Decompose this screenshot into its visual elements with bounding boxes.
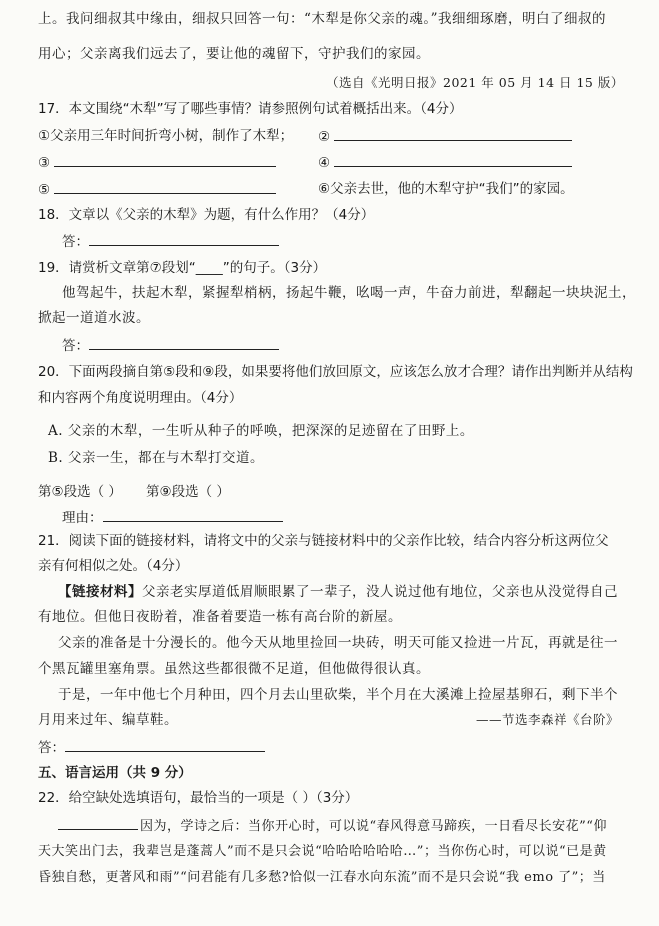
q17-item-3 bbox=[38, 153, 276, 172]
link-material-tag: 【链接材料】 bbox=[58, 584, 142, 600]
q17-item-6: ⑥父亲去世，他的木犁守护“我们”的家园。 bbox=[318, 181, 574, 197]
q21-material-line-2: 有地位。但他日夜盼着，准备着要造一栋有高台阶的新屋。 bbox=[38, 609, 402, 625]
q22-line-1-text: 因为，学诗之后：当你开心时，可以说“春风得意马蹄疾，一日看尽长安花”“仰 bbox=[140, 819, 607, 834]
q19-answer bbox=[62, 336, 279, 355]
q21-stem-line-1: 21．阅读下面的链接材料，请将文中的父亲与链接材料中的父亲作比较，结合内容分析这两位父 bbox=[38, 533, 609, 549]
q17-blank-4[interactable] bbox=[334, 153, 572, 167]
q20-choice-5[interactable]: 第⑤段选（ ） bbox=[38, 484, 122, 500]
passage-line-1: 上。我问细叔其中缘由，细叔只回答一句：“木犁是你父亲的魂。”我细细琢磨，明白了细叔的 bbox=[38, 11, 607, 27]
q21-material-line-3: 父亲的准备是十分漫长的。他今天从地里捡回一块砖，明天可能又捡进一片瓦，再就是往一 bbox=[58, 635, 618, 651]
q17-blank-5[interactable] bbox=[54, 180, 276, 194]
q21-material-line-1 bbox=[58, 583, 618, 601]
q18-answer-label: 答： bbox=[62, 234, 89, 250]
q20-option-a: A. 父亲的木犁，一生听从种子的呼唤，把深深的足迹留在了田野上。 bbox=[48, 423, 474, 439]
q17-item-4-label: ④ bbox=[318, 155, 331, 171]
q21-answer-label: 答： bbox=[38, 740, 65, 756]
q18-answer bbox=[62, 232, 279, 251]
q21-material-line-6: 月用来过年、编草鞋。 bbox=[38, 712, 178, 728]
q21-answer bbox=[38, 738, 265, 757]
q17-item-3-label: ③ bbox=[38, 155, 51, 171]
q17-item-5-label: ⑤ bbox=[38, 182, 51, 198]
q22-stem: 22．给空缺处选填语句，最恰当的一项是（ ）（3分） bbox=[38, 790, 359, 806]
passage-line-2: 用心；父亲离我们远去了，要让他的魂留下，守护我们的家园。 bbox=[38, 46, 430, 62]
q21-material-line-5: 于是，一年中他七个月种田，四个月去山里砍柴，半个月在大溪滩上捡屋基卵石，剩下半个 bbox=[58, 687, 618, 703]
q21-credit: ——节选李森祥《台阶》 bbox=[476, 712, 620, 727]
q17-item-4 bbox=[318, 153, 572, 172]
q20-option-b: B. 父亲一生，都在与木犁打交道。 bbox=[48, 450, 265, 466]
q19-answer-label: 答： bbox=[62, 338, 89, 354]
q20-reason bbox=[62, 508, 283, 527]
q17-item-5 bbox=[38, 180, 276, 199]
q22-line-3: 昏独自愁，更著风和雨”“问君能有几多愁?恰似一江春水向东流”而不是只会说“我 emo 了”；当 bbox=[38, 870, 606, 885]
q21-material-line-4: 个黑瓦罐里塞角票。虽然这些都很微不足道，但他做得很认真。 bbox=[38, 661, 430, 677]
source-citation: （选自《光明日报》2021 年 05 月 14 日 15 版） bbox=[326, 75, 624, 90]
q20-reason-blank[interactable] bbox=[103, 508, 283, 522]
q18-stem: 18．文章以《父亲的木犁》为题，有什么作用？（4分） bbox=[38, 207, 375, 223]
section-5-heading: 五、语言运用（共 9 分） bbox=[38, 765, 192, 781]
q21-stem-line-2: 亲有何相似之处。（4分） bbox=[38, 558, 189, 574]
q19-quote-line-1: 他驾起牛，扶起木犁，紧握犁梢柄，扬起牛鞭，吆喝一声，牛奋力前进，犁翻起一块块泥土， bbox=[62, 285, 636, 301]
q22-line-2: 天大笑出门去，我辈岂是蓬蒿人”而不是只会说“哈哈哈哈哈哈…”；当你伤心时，可以说“已是黄 bbox=[38, 844, 607, 859]
q21-material-text-1: 父亲老实厚道低眉顺眼累了一辈子，没人说过他有地位，父亲也从没觉得自己 bbox=[142, 584, 618, 600]
q22-line-1 bbox=[58, 816, 607, 836]
q19-stem: 19．请赏析文章第⑦段划“____”的句子。（3分） bbox=[38, 260, 327, 276]
q17-blank-3[interactable] bbox=[54, 153, 276, 167]
q17-stem: 17．本文围绕“木犁”写了哪些事情？请参照例句试着概括出来。（4分） bbox=[38, 101, 463, 117]
q17-item-1: ①父亲用三年时间折弯小树，制作了木犁； bbox=[38, 128, 294, 144]
q21-answer-blank[interactable] bbox=[65, 738, 265, 752]
q17-blank-2[interactable] bbox=[334, 127, 572, 141]
q20-stem-line-1: 20．下面两段摘自第⑤段和⑨段，如果要将他们放回原文，应该怎么放才合理？请作出判断并从结构 bbox=[38, 364, 633, 380]
q19-answer-blank[interactable] bbox=[89, 336, 279, 350]
q17-item-2-label: ② bbox=[318, 129, 331, 145]
q20-stem-line-2: 和内容两个角度说明理由。（4分） bbox=[38, 390, 243, 406]
q20-choice-9[interactable]: 第⑨段选（ ） bbox=[146, 484, 230, 500]
q22-blank[interactable] bbox=[58, 816, 138, 830]
q17-item-2 bbox=[318, 127, 572, 146]
q19-quote-line-2: 掀起一道道水波。 bbox=[38, 310, 150, 326]
q20-reason-label: 理由： bbox=[62, 510, 103, 526]
q18-answer-blank[interactable] bbox=[89, 232, 279, 246]
